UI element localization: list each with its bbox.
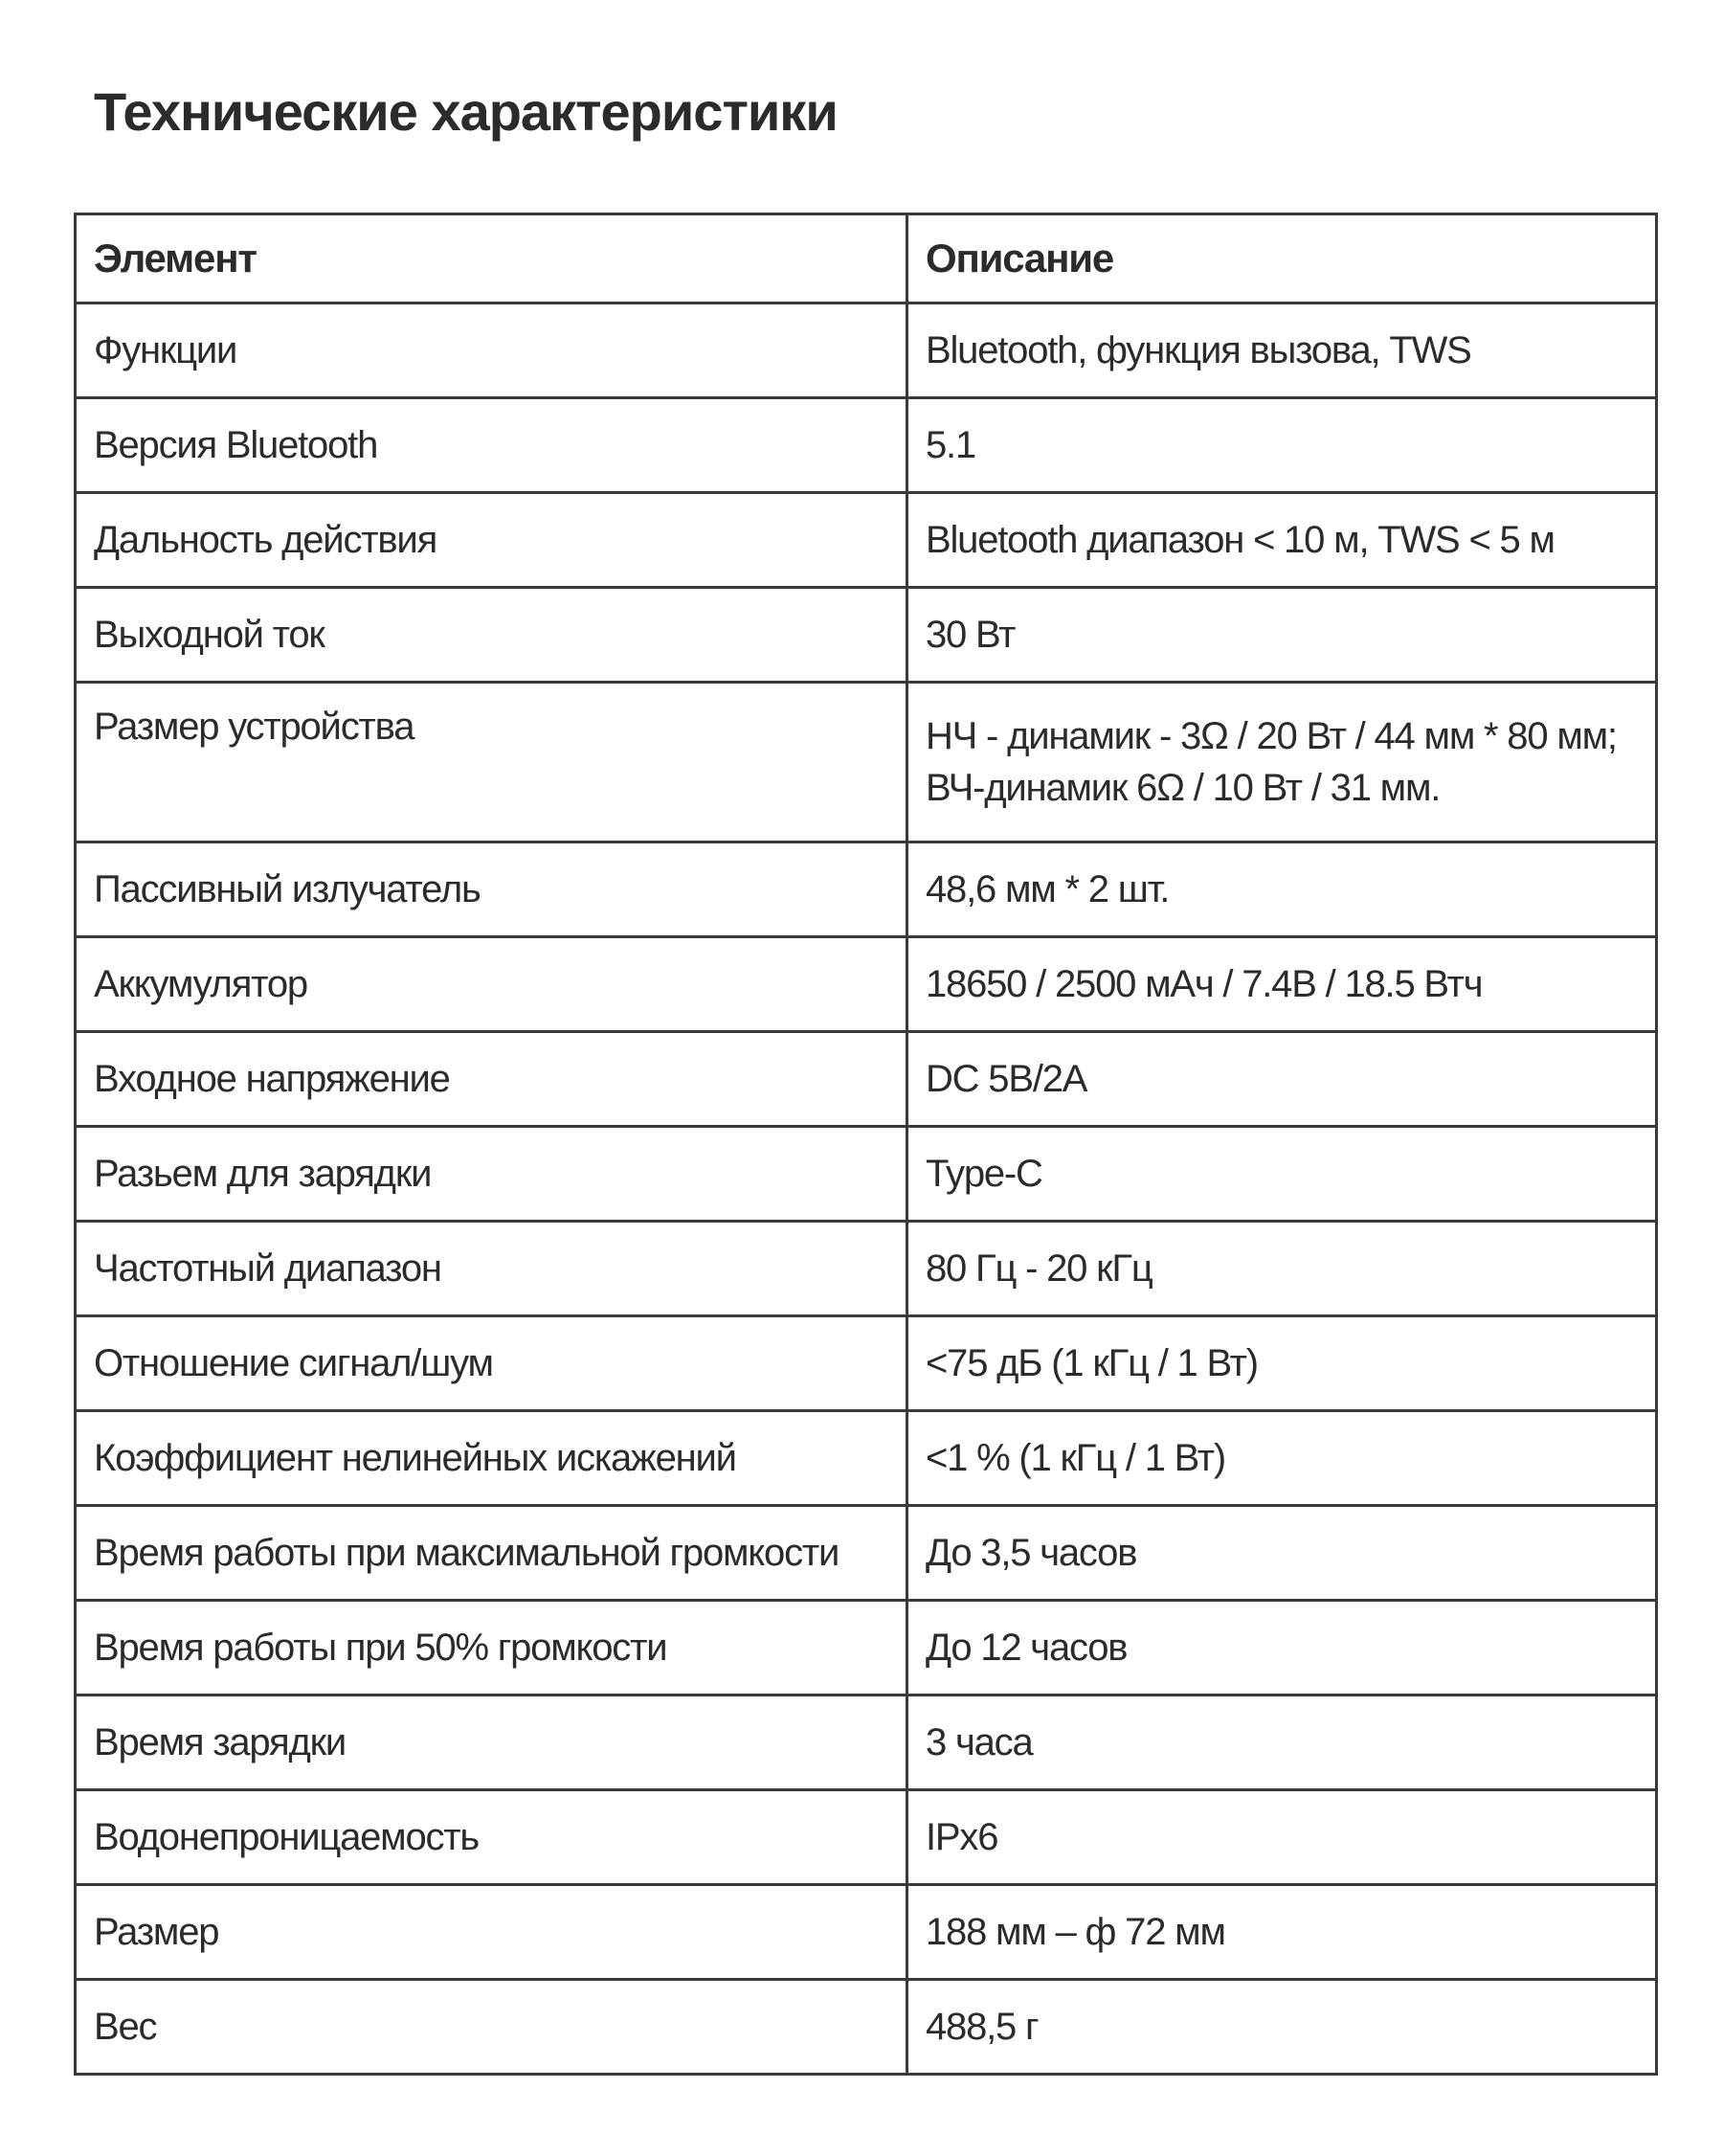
spec-value-line: 30 Вт xyxy=(926,614,1016,656)
spec-value-line: 80 Гц - 20 кГц xyxy=(926,1247,1152,1290)
table-row xyxy=(76,1980,1657,2075)
table-row xyxy=(76,1790,1657,1885)
spec-label: Дальность действия xyxy=(76,493,907,588)
spec-value-line: До 12 часов xyxy=(926,1627,1128,1669)
column-header-description: Описание xyxy=(907,214,1657,303)
column-header-element: Элемент xyxy=(76,214,907,303)
spec-label: Водонепроницаемость xyxy=(76,1790,907,1885)
spec-label: Функции xyxy=(76,303,907,398)
spec-value xyxy=(907,1222,1657,1316)
page-title: Технические характеристики xyxy=(94,81,838,142)
table-row xyxy=(76,1222,1657,1316)
spec-value xyxy=(907,1506,1657,1601)
spec-label: Входное напряжение xyxy=(76,1032,907,1127)
spec-value xyxy=(907,493,1657,588)
spec-label: Время работы при максимальной громкости xyxy=(76,1506,907,1601)
spec-value-line: Type-C xyxy=(926,1153,1042,1195)
spec-value xyxy=(907,1696,1657,1790)
spec-label: Отношение сигнал/шум xyxy=(76,1316,907,1411)
spec-value-line: Bluetooth диапазон < 10 м, TWS < 5 м xyxy=(926,519,1555,561)
table-row xyxy=(76,1316,1657,1411)
spec-label: Время работы при 50% громкости xyxy=(76,1601,907,1696)
spec-value xyxy=(907,1411,1657,1506)
spec-value xyxy=(907,303,1657,398)
spec-value-line: Bluetooth, функция вызова, TWS xyxy=(926,329,1471,371)
spec-value-line: ВЧ-динамик 6Ω / 10 Вт / 31 мм. xyxy=(926,767,1441,809)
spec-value-line: <1 % (1 кГц / 1 Вт) xyxy=(926,1437,1226,1479)
table-row xyxy=(76,1411,1657,1506)
table-row xyxy=(76,937,1657,1032)
spec-value xyxy=(907,937,1657,1032)
spec-value xyxy=(907,1885,1657,1980)
spec-label: Размер устройства xyxy=(76,683,907,842)
spec-label: Размер xyxy=(76,1885,907,1980)
spec-value-line: <75 дБ (1 кГц / 1 Вт) xyxy=(926,1342,1258,1384)
spec-table xyxy=(74,213,1658,2076)
spec-label: Аккумулятор xyxy=(76,937,907,1032)
table-row xyxy=(76,493,1657,588)
table-row xyxy=(76,398,1657,493)
spec-label: Время зарядки xyxy=(76,1696,907,1790)
spec-value xyxy=(907,842,1657,937)
table-header-row xyxy=(76,214,1657,303)
spec-value-line: До 3,5 часов xyxy=(926,1532,1137,1574)
table-row xyxy=(76,842,1657,937)
spec-label: Выходной ток xyxy=(76,588,907,683)
spec-value-line: 188 мм – ф 72 мм xyxy=(926,1911,1225,1953)
spec-value xyxy=(907,1316,1657,1411)
spec-value xyxy=(907,1032,1657,1127)
table-row xyxy=(76,1032,1657,1127)
spec-value-line: 488,5 г xyxy=(926,2006,1039,2048)
table-row xyxy=(76,1601,1657,1696)
spec-value xyxy=(907,1601,1657,1696)
spec-value-line: 5.1 xyxy=(926,424,976,466)
table-row xyxy=(76,1127,1657,1222)
table-row xyxy=(76,1885,1657,1980)
table-row xyxy=(76,1696,1657,1790)
table-row xyxy=(76,683,1657,842)
spec-value-line: 3 часа xyxy=(926,1721,1033,1763)
spec-label: Пассивный излучатель xyxy=(76,842,907,937)
spec-value xyxy=(907,1790,1657,1885)
spec-label: Частотный диапазон xyxy=(76,1222,907,1316)
spec-table-body xyxy=(76,303,1657,2075)
spec-value-line: DC 5В/2А xyxy=(926,1058,1087,1100)
spec-value xyxy=(907,1980,1657,2075)
spec-value-line: IPx6 xyxy=(926,1816,998,1858)
spec-value-line: НЧ - динамик - 3Ω / 20 Вт / 44 мм * 80 мм; xyxy=(926,715,1617,757)
spec-label: Разьем для зарядки xyxy=(76,1127,907,1222)
spec-value xyxy=(907,1127,1657,1222)
spec-value xyxy=(907,683,1657,842)
spec-label: Коэффициент нелинейных искажений xyxy=(76,1411,907,1506)
spec-label: Вес xyxy=(76,1980,907,2075)
spec-label: Версия Bluetooth xyxy=(76,398,907,493)
table-row xyxy=(76,588,1657,683)
spec-value-line: 48,6 мм * 2 шт. xyxy=(926,868,1170,910)
spec-value xyxy=(907,588,1657,683)
spec-value xyxy=(907,398,1657,493)
spec-value-line: 18650 / 2500 мАч / 7.4В / 18.5 Втч xyxy=(926,963,1483,1005)
table-row xyxy=(76,303,1657,398)
table-row xyxy=(76,1506,1657,1601)
